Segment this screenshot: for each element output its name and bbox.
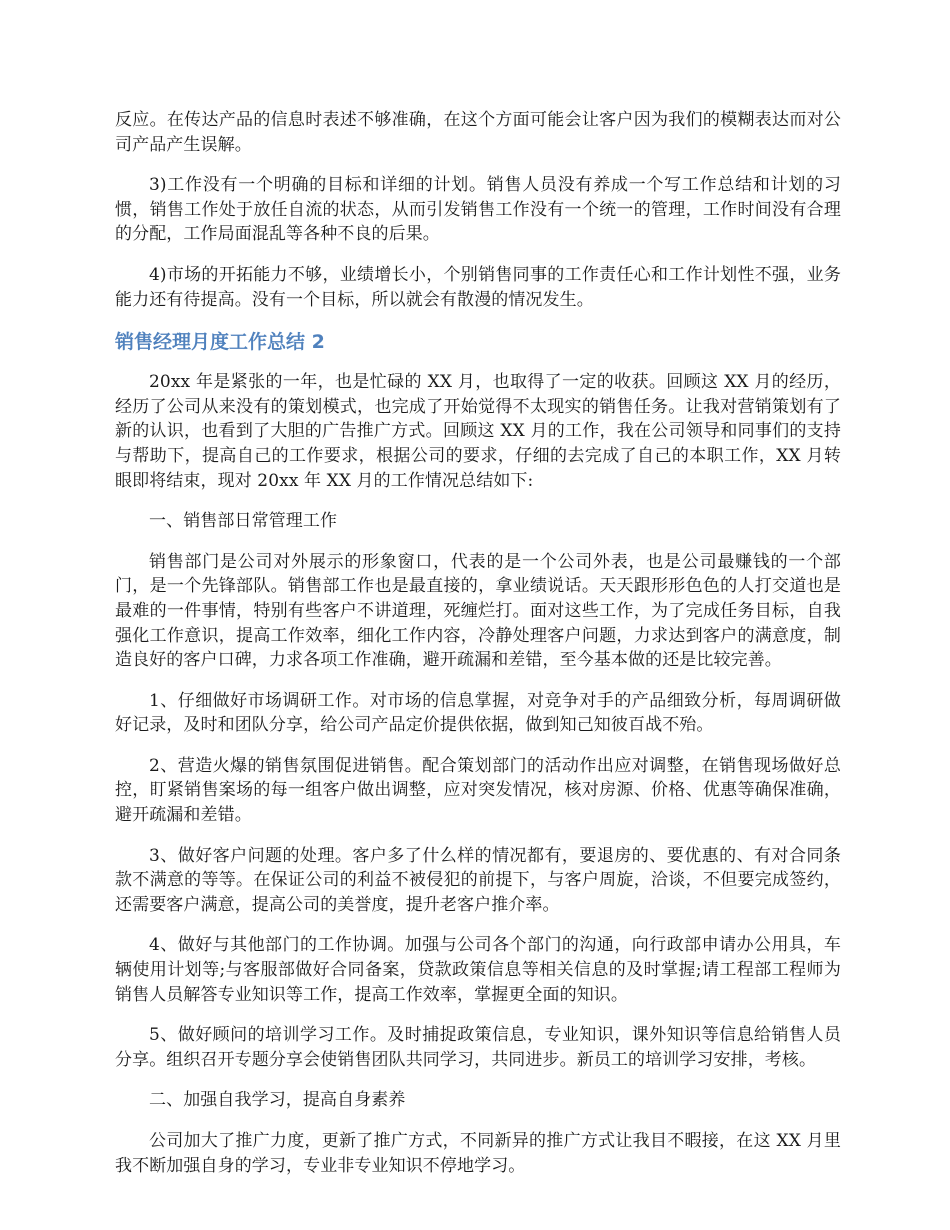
paragraph-intro: 20xx 年是紧张的一年，也是忙碌的 XX 月，也取得了一定的收获。回顾这 XX 月的经历，经历了公司从来没有的策划模式，也完成了开始觉得不太现实的销售任务。让我对营销策划有了新的认识，也看到了大胆的广告推广方式。回顾这 XX 月的工作，我在公司领导和同事们的支持与帮助下，提高自己的工作要求，根据公司的要求，仔细的去完成了自己的本职工作，XX 月转眼即将结束，现对 20xx 年 XX 月的工作情况总结如下: [115, 372, 841, 491]
paragraph-issue-3: 3)工作没有一个明确的目标和详细的计划。销售人员没有养成一个写工作总结和计划的习惯，销售工作处于放任自流的状态，从而引发销售工作没有一个统一的管理，工作时间没有合理的分配，工作局面混乱等各种不良的后果。 [115, 175, 841, 245]
subheading-daily-management: 一、销售部日常管理工作 [149, 511, 338, 532]
paragraph-issue-4: 4)市场的开拓能力不够，业绩增长小，个别销售同事的工作责任心和工作计划性不强，业务能力还有待提高。没有一个目标，所以就会有散漫的情况发生。 [115, 264, 841, 310]
paragraph-item-5: 5、做好顾问的培训学习工作。及时捕捉政策信息，专业知识，课外知识等信息给销售人员分享。组织召开专题分享会使销售团队共同学习，共同进步。新员工的培训学习安排，考核。 [115, 1025, 841, 1070]
paragraph-item-4: 4、做好与其他部门的工作协调。加强与公司各个部门的沟通，向行政部申请办公用具，车辆使用计划等;与客服部做好合同备案，贷款政策信息等相关信息的及时掌握;请工程部工程师为销售人员解答专业知识等工作，提高工作效率，掌握更全面的知识。 [115, 935, 841, 1005]
paragraph-item-1: 1、仔细做好市场调研工作。对市场的信息掌握，对竞争对手的产品细致分析，每周调研做好记录，及时和团队分享，给公司产品定价提供依据，做到知己知彼百战不殆。 [115, 690, 841, 736]
document-page [115, 108, 841, 1194]
section-heading: 销售经理月度工作总结 2 [115, 331, 325, 354]
subheading-self-learning: 二、加强自我学习，提高自身素养 [149, 1090, 406, 1111]
paragraph-learning: 公司加大了推广力度，更新了推广方式，不同新异的推广方式让我目不暇接，在这 XX 月里我不断加强自身的学习，专业非专业知识不停地学习。 [115, 1131, 841, 1176]
paragraph-item-2: 2、营造火爆的销售氛围促进销售。配合策划部门的活动作出应对调整，在销售现场做好总控，盯紧销售案场的每一组客户做出调整，应对突发情况，核对房源、价格、优惠等确保准确，避开疏漏和差错。 [115, 755, 841, 826]
paragraph-item-3: 3、做好客户问题的处理。客户多了什么样的情况都有，要退房的、要优惠的、有对合同条款不满意的等等。在保证公司的利益不被侵犯的前提下，与客户周旋，洽谈，不但要完成签约，还需要客户满意，提高公司的美誉度，提升老客户推介率。 [115, 845, 841, 915]
paragraph-sales-department: 销售部门是公司对外展示的形象窗口，代表的是一个公司外表，也是公司最赚钱的一个部门，是一个先锋部队。销售部工作也是最直接的，拿业绩说话。天天跟形形色色的人打交道也是最难的一件事情，特别有些客户不讲道理，死缠烂打。面对这些工作，为了完成任务目标，自我强化工作意识，提高工作效率，细化工作内容，冷静处理客户问题，力求达到客户的满意度，制造良好的客户口碑，力求各项工作准确，避开疏漏和差错，至今基本做的还是比较完善。 [115, 551, 841, 671]
paragraph-continued: 反应。在传达产品的信息时表述不够准确，在这个方面可能会让客户因为我们的模糊表达而对公司产品产生误解。 [115, 110, 841, 155]
